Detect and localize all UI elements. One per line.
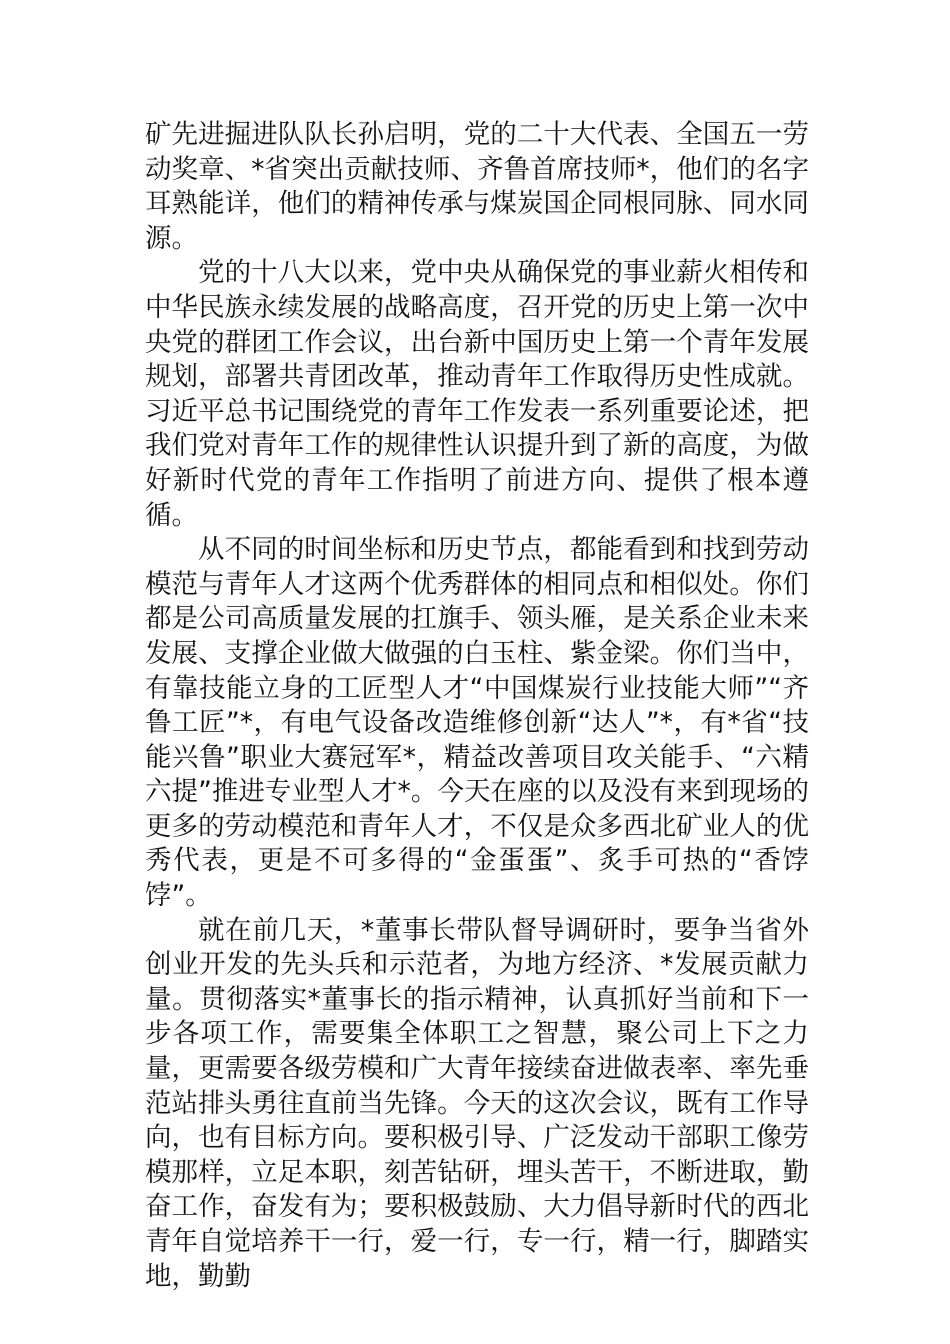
document-body: [145, 118, 809, 1294]
paragraph-4: 就在前几天，*董事长带队督导调研时，要争当省外创业开发的先头兵和示范者，为地方经济、*发展贡献力量。贯彻落实*董事长的指示精神，认真抓好当前和下一步各项工作，需要集全体职工之智慧，聚公司上下之力量，更需要各级劳模和广大青年接续奋进做表率、率先垂范站排头勇往直前当先锋。今天的这次会议，既有工作导向，也有目标方向。要积极引导、广泛发动干部职工像劳模那样，立足本职，刻苦钻研，埋头苦干，不断进取，勤奋工作，奋发有为；要积极鼓励、大力倡导新时代的西北青年自觉培养干一行，爱一行，专一行，精一行，脚踏实地，勤勤: [145, 914, 809, 1292]
paragraph-3: 从不同的时间坐标和历史节点，都能看到和找到劳动模范与青年人才这两个优秀群体的相同点和相似处。你们都是公司高质量发展的扛旗手、领头雁，是关系企业未来发展、支撑企业做大做强的白玉柱、紫金梁。你们当中，有靠技能立身的工匠型人才“中国煤炭行业技能大师”“齐鲁工匠”*，有电气设备改造维修创新“达人”*，有*省“技能兴鲁”职业大赛冠军*，精益改善项目攻关能手、“六精六提”推进专业型人才*。今天在座的以及没有来到现场的更多的劳动模范和青年人才，不仅是众多西北矿业人的优秀代表，更是不可多得的“金蛋蛋”、炙手可热的“香饽饽”。: [145, 534, 809, 912]
paragraph-2: 党的十八大以来，党中央从确保党的事业薪火相传和中华民族永续发展的战略高度，召开党的历史上第一次中央党的群团工作会议，出台新中国历史上第一个青年发展规划，部署共青团改革，推动青年工作取得历史性成就。习近平总书记围绕党的青年工作发表一系列重要论述，把我们党对青年工作的规律性认识提升到了新的高度，为做好新时代党的青年工作指明了前进方向、提供了根本遵循。: [145, 257, 809, 531]
paragraph-1: 矿先进掘进队队长孙启明，党的二十大代表、全国五一劳动奖章、*省突出贡献技师、齐鲁首席技师*，他们的名字耳熟能详，他们的精神传承与煤炭国企同根同脉、同水同源。: [145, 119, 809, 254]
